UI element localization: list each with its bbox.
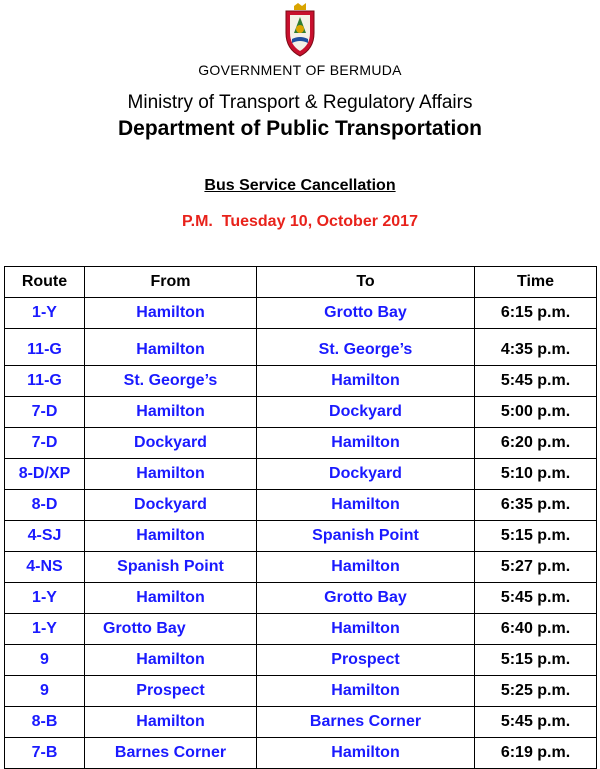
table-header-row [5, 267, 597, 298]
table-body [5, 298, 597, 769]
from-cell: Hamilton [85, 583, 257, 614]
table-row [5, 552, 597, 583]
route-cell: 11-G [5, 329, 85, 366]
table-row [5, 329, 597, 366]
department-name: Department of Public Transportation [117, 117, 483, 140]
from-cell: Hamilton [85, 645, 257, 676]
table-row [5, 707, 597, 738]
notice-date: P.M. Tuesday 10, October 2017 [182, 213, 418, 230]
time-cell: 6:40 p.m. [475, 614, 597, 645]
table-row [5, 645, 597, 676]
route-cell: 8-D/XP [5, 459, 85, 490]
from-cell: Hamilton [85, 329, 257, 366]
from-cell: Prospect [85, 676, 257, 707]
table-row [5, 614, 597, 645]
time-cell: 5:15 p.m. [475, 521, 597, 552]
route-cell: 1-Y [5, 614, 85, 645]
to-cell: Hamilton [257, 428, 475, 459]
table-row [5, 459, 597, 490]
table-row [5, 738, 597, 769]
time-cell: 6:19 p.m. [475, 738, 597, 769]
to-cell: Dockyard [257, 459, 475, 490]
from-cell: Spanish Point [85, 552, 257, 583]
to-cell: Prospect [257, 645, 475, 676]
route-cell: 7-D [5, 428, 85, 459]
route-cell: 8-D [5, 490, 85, 521]
time-cell: 6:20 p.m. [475, 428, 597, 459]
column-header-time: Time [475, 267, 597, 298]
to-cell: Hamilton [257, 366, 475, 397]
table-row [5, 521, 597, 552]
government-name: GOVERNMENT OF BERMUDA [198, 62, 402, 78]
route-cell: 1-Y [5, 583, 85, 614]
from-cell: Grotto Bay [85, 614, 257, 645]
table-row [5, 583, 597, 614]
route-cell: 11-G [5, 366, 85, 397]
to-cell: Dockyard [257, 397, 475, 428]
to-cell: Spanish Point [257, 521, 475, 552]
from-cell: Dockyard [85, 490, 257, 521]
table-row [5, 428, 597, 459]
to-cell: Grotto Bay [257, 583, 475, 614]
from-cell: Hamilton [85, 459, 257, 490]
route-cell: 4-SJ [5, 521, 85, 552]
table-row [5, 676, 597, 707]
column-header-route: Route [5, 267, 85, 298]
from-cell: Dockyard [85, 428, 257, 459]
table-row [5, 397, 597, 428]
column-header-from: From [85, 267, 257, 298]
to-cell: Hamilton [257, 738, 475, 769]
from-cell: Hamilton [85, 521, 257, 552]
route-cell: 9 [5, 676, 85, 707]
time-cell: 5:15 p.m. [475, 645, 597, 676]
route-cell: 7-B [5, 738, 85, 769]
from-cell: Hamilton [85, 298, 257, 329]
time-cell: 5:45 p.m. [475, 707, 597, 738]
to-cell: Grotto Bay [257, 298, 475, 329]
route-cell: 7-D [5, 397, 85, 428]
time-cell: 4:35 p.m. [475, 329, 597, 366]
column-header-to: To [257, 267, 475, 298]
cancellation-table [4, 266, 597, 769]
to-cell: Hamilton [257, 490, 475, 521]
to-cell: Hamilton [257, 552, 475, 583]
time-cell: 6:15 p.m. [475, 298, 597, 329]
from-cell: Barnes Corner [85, 738, 257, 769]
notice-title: Bus Service Cancellation [204, 177, 396, 194]
to-cell: Hamilton [257, 676, 475, 707]
ministry-name: Ministry of Transport & Regulatory Affairs [127, 92, 473, 113]
time-cell: 5:25 p.m. [475, 676, 597, 707]
to-cell: Barnes Corner [257, 707, 475, 738]
time-cell: 6:35 p.m. [475, 490, 597, 521]
table-row [5, 366, 597, 397]
table-row [5, 490, 597, 521]
route-cell: 9 [5, 645, 85, 676]
route-cell: 4-NS [5, 552, 85, 583]
to-cell: Hamilton [257, 614, 475, 645]
time-cell: 5:00 p.m. [475, 397, 597, 428]
from-cell: St. George’s [85, 366, 257, 397]
time-cell: 5:10 p.m. [475, 459, 597, 490]
to-cell: St. George’s [257, 329, 475, 366]
bermuda-coat-of-arms-icon [280, 3, 320, 59]
route-cell: 8-B [5, 707, 85, 738]
time-cell: 5:45 p.m. [475, 583, 597, 614]
time-cell: 5:45 p.m. [475, 366, 597, 397]
from-cell: Hamilton [85, 707, 257, 738]
from-cell: Hamilton [85, 397, 257, 428]
table-row [5, 298, 597, 329]
route-cell: 1-Y [5, 298, 85, 329]
time-cell: 5:27 p.m. [475, 552, 597, 583]
